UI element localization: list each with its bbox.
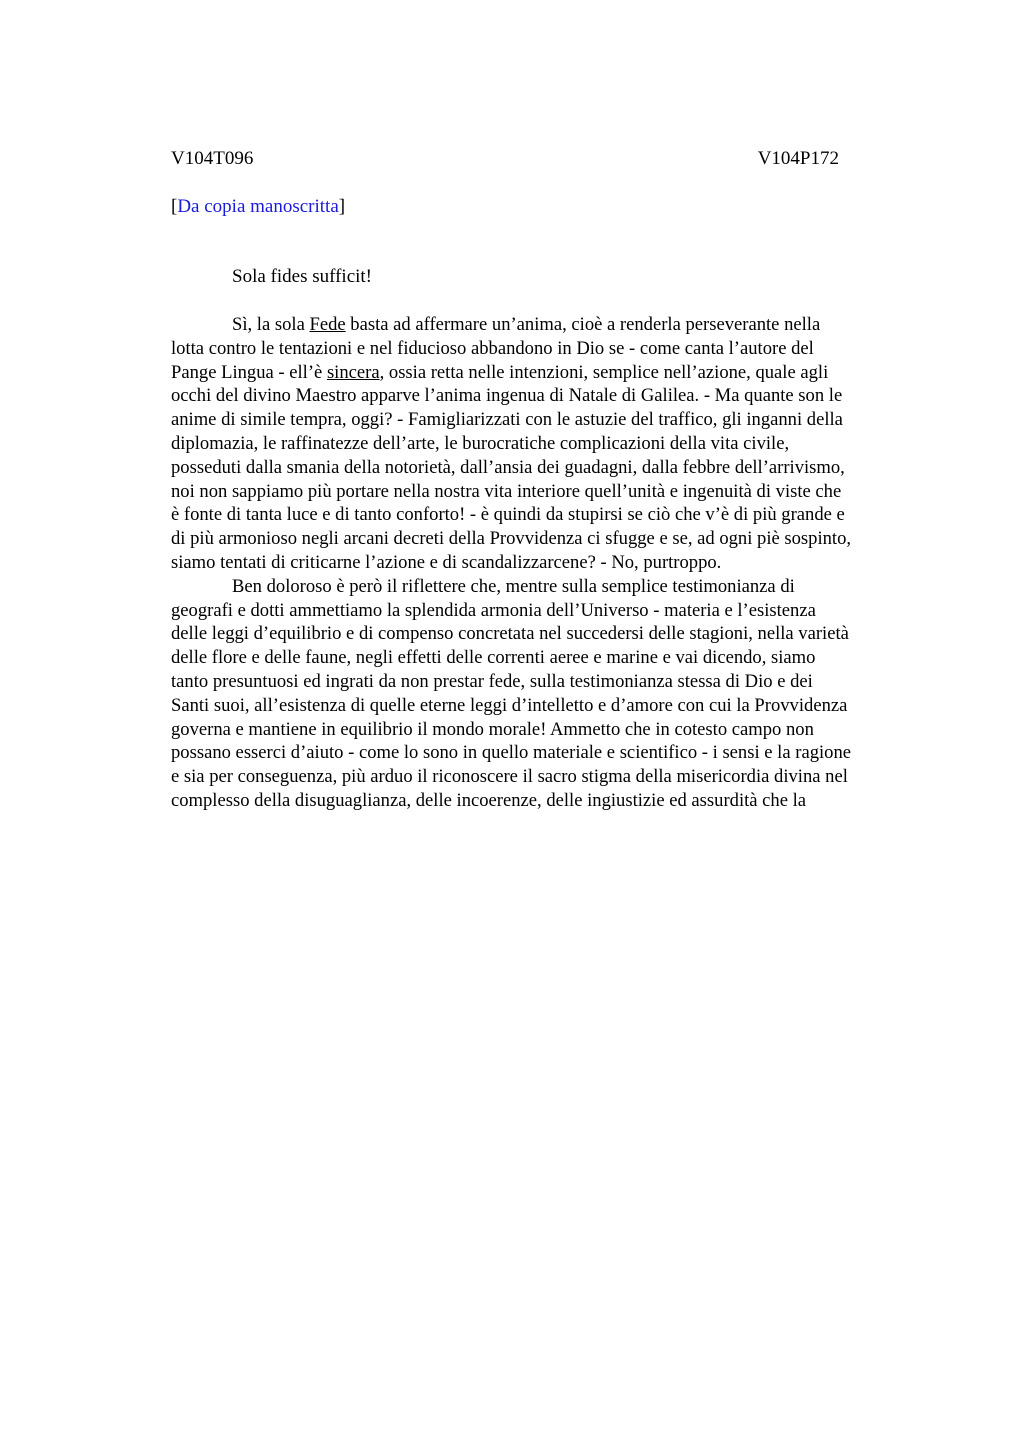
text-run: Sì, la sola — [232, 314, 310, 335]
paragraph-1-line: noi non sappiamo più portare nella nostra vita interiore quell’unità e ingenuità di viste che — [171, 480, 842, 502]
document-code-left: V104T096 — [171, 148, 254, 169]
paragraph-2-line: e sia per conseguenza, più arduo il riconoscere il sacro stigma della misericordia divina nel — [171, 766, 848, 788]
paragraph-1-line: di più armonioso negli arcani decreti della Provvidenza ci sfugge e se, ad ogni piè sospinto, — [171, 528, 852, 550]
paragraph-1-line: siamo tentati di criticarne l’azione e di scandalizzarcene? - No, purtroppo. — [171, 551, 722, 573]
paragraph-2-line: delle flore e delle faune, negli effetti delle correnti aeree e marine e vai dicendo, siamo — [171, 647, 816, 669]
paragraph-2-line: tanto presuntuosi ed ingrati da non prestar fede, sulla testimonianza stessa di Dio e dei — [171, 670, 813, 692]
paragraph-1-line: anime di simile tempra, oggi? - Famigliarizzati con le astuzie del traffico, gli inganni della — [171, 409, 843, 431]
body-text — [171, 313, 927, 813]
paragraph-1-line: posseduti dalla smania della notorietà, dall’ansia dei guadagni, dalla febbre dell’arrivismo, — [171, 456, 845, 478]
document-code-right: V104P172 — [757, 148, 839, 169]
text-run: , ossia retta nelle intenzioni, semplice nell’azione, quale agli — [379, 361, 829, 383]
motto-heading: Sola fides sufficit! — [232, 266, 373, 287]
paragraph-2-line: Ben doloroso è però il riflettere che, mentre sulla semplice testimonianza di — [232, 575, 795, 597]
paragraph-1-line — [171, 313, 927, 337]
paragraph-2-line: delle leggi d’equilibrio e di compenso concretata nel succedersi delle stagioni, nella varietà — [171, 623, 849, 645]
paragraph-1-line: è fonte di tanta luce e di tanto conforto! - è quindi da stupirsi se ciò che v’è di più grande e — [171, 504, 845, 526]
source-note-close-bracket: ] — [338, 196, 346, 217]
source-note-link[interactable]: Da copia manoscritta — [177, 196, 339, 217]
paragraph-2-line: geografi e dotti ammettiamo la splendida armonia dell’Universo - materia e l’esistenza — [171, 599, 816, 621]
document-header — [171, 146, 839, 172]
paragraph-1-line — [171, 361, 927, 385]
underlined-word-sincera: sincera — [326, 361, 380, 383]
paragraph-1-line: lotta contro le tentazioni e nel fiducioso abbandono in Dio se - come canta l’autore del — [171, 337, 814, 359]
text-run: basta ad affermare un’anima, cioè a renderla perseverante nella — [345, 314, 821, 335]
paragraph-1-line: diplomazia, le raffinatezze dell’arte, le burocratiche complicazioni della vita civile, — [171, 432, 790, 454]
paragraph-2-line: Santi suoi, all’esistenza di quelle eterne leggi d’intelletto e d’amore con cui la Provvidenza — [171, 694, 848, 716]
underlined-word-fede: Fede — [309, 314, 346, 335]
text-run: Pange Lingua - ell’è — [171, 361, 327, 383]
paragraph-2-line: possano esserci d’aiuto - come lo sono in quello materiale e scientifico - i sensi e la ragione — [171, 742, 852, 764]
paragraph-2-line: governa e mantiene in equilibrio il mondo morale! Ammetto che in cotesto campo non — [171, 718, 814, 740]
paragraph-2-line: complesso della disuguaglianza, delle incoerenze, delle ingiustizie ed assurdità che la — [171, 789, 807, 811]
paragraph-1-line: occhi del divino Maestro apparve l’anima ingenua di Natale di Galilea. - Ma quante son le — [171, 385, 843, 407]
source-note — [171, 194, 345, 220]
source-note-open-bracket: [ — [171, 196, 178, 217]
